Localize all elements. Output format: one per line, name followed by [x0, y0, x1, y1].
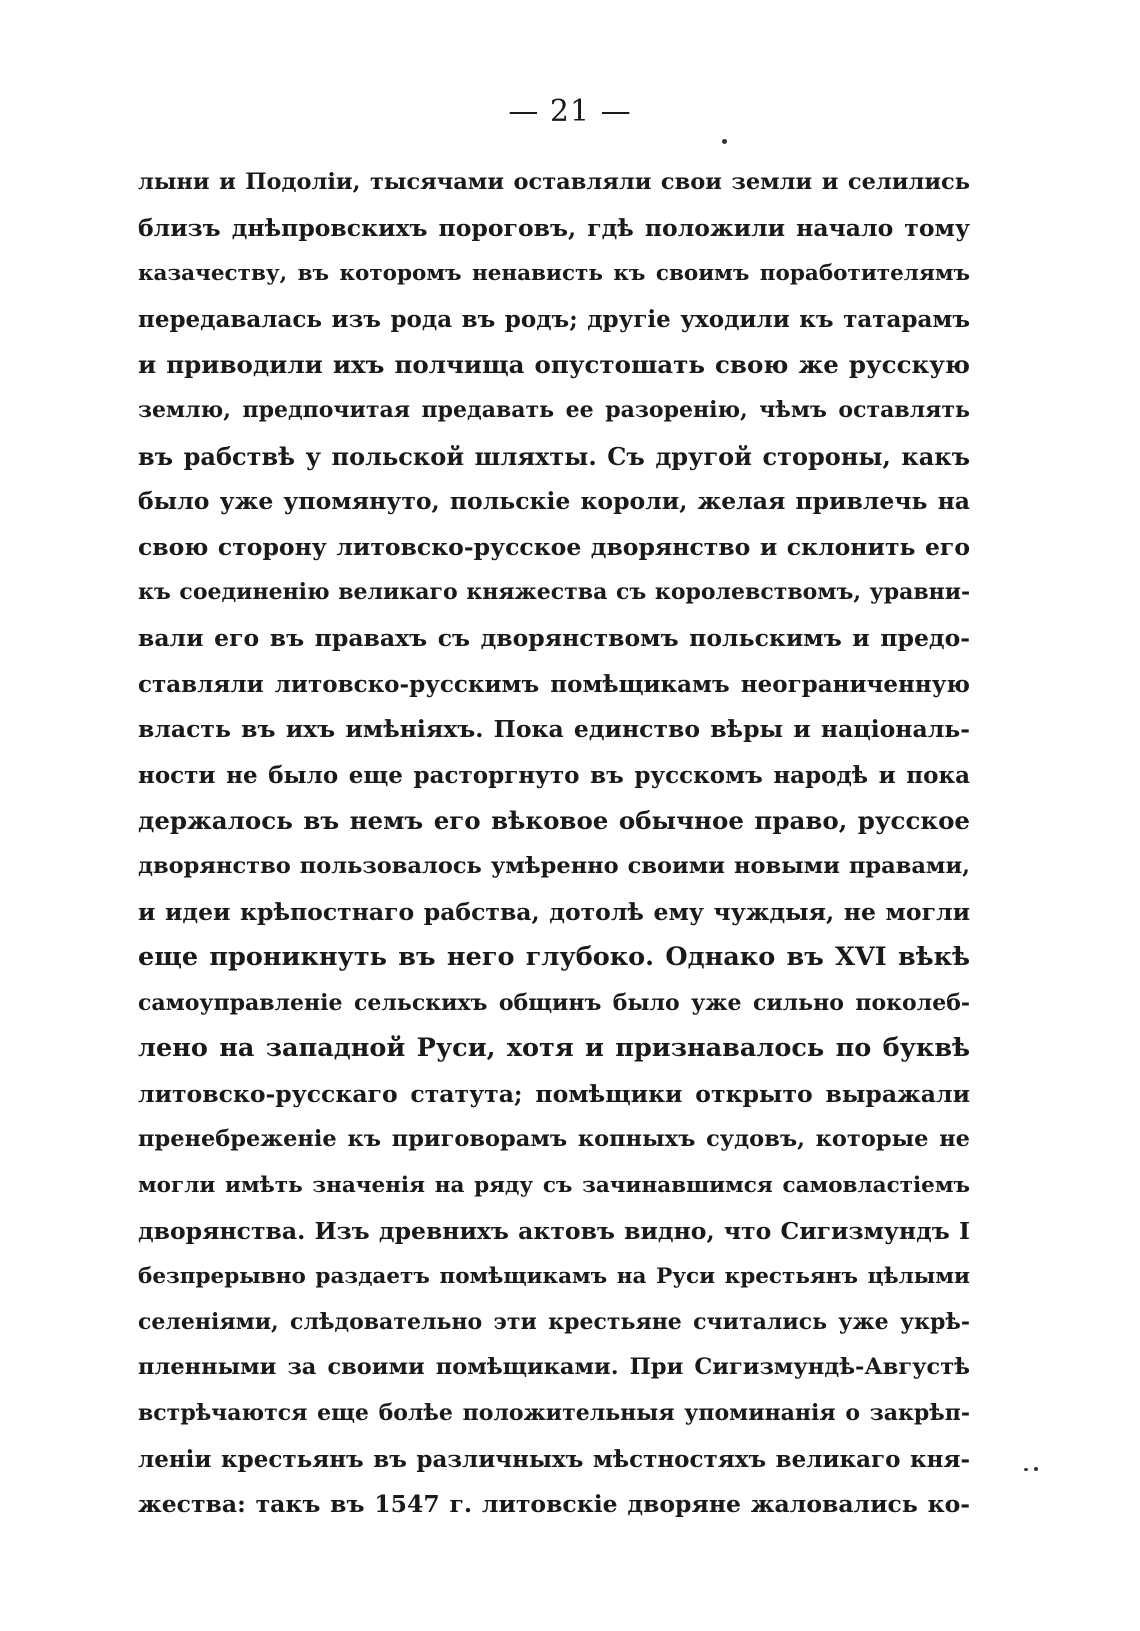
text-line: держалось въ немъ его вѣковое обычное право, русское: [138, 806, 970, 836]
text-line: селеніями, слѣдовательно эти крестьяне считались уже укрѣ-: [138, 1308, 970, 1335]
text-line: леніи крестьянъ въ различныхъ мѣстностяхъ великаго кня-: [138, 1445, 970, 1473]
text-line: передавалась изъ рода въ родъ; другіе уходили къ татарамъ: [138, 305, 970, 333]
text-line: лено на западной Руси, хотя и признавалось по буквѣ: [138, 1033, 970, 1064]
text-line: встрѣчаются еще болѣе положительныя упоминанія о закрѣп-: [138, 1400, 970, 1427]
page-number: — 21 —: [508, 94, 632, 129]
text-line: близъ днѣпровскихъ пороговъ, гдѣ положили начало тому: [138, 213, 970, 242]
text-line: и идеи крѣпостнаго рабства, дотолѣ ему чуждыя, не могли: [138, 897, 970, 926]
text-line: пренебреженіе къ приговорамъ копныхъ судовъ, которые не: [138, 1126, 970, 1153]
text-line: пленными за своими помѣщиками. При Сигизмундѣ-Августѣ: [138, 1354, 970, 1381]
text-line: свою сторону литовско-русское дворянство и склонить его: [138, 532, 970, 561]
text-line: власть въ ихъ имѣніяхъ. Пока единство вѣры и національ-: [138, 715, 970, 744]
ink-speck: [722, 139, 727, 144]
text-line: казачеству, въ которомъ ненависть къ своимъ поработителямъ: [138, 261, 970, 287]
text-line: жества: такъ въ 1547 г. литовскіе дворяне жаловались ко-: [138, 1490, 970, 1519]
text-line: лыни и Подоліи, тысячами оставляли свои земли и селились: [138, 169, 970, 195]
text-line: и приводили ихъ полчища опустошать свою же русскую: [138, 350, 970, 380]
text-line: безпрерывно раздаетъ помѣщикамъ на Руси крестьянъ цѣлыми: [138, 1264, 970, 1290]
ink-speck: [1024, 1468, 1028, 1471]
text-line: ставляли литовско-русскимъ помѣщикамъ неограниченную: [138, 670, 970, 698]
text-line: дворянства. Изъ древнихъ актовъ видно, что Сигизмундъ I: [138, 1216, 970, 1245]
text-line: дворянство пользовалось умѣренно своими новыми правами,: [138, 852, 970, 879]
text-line: литовско-русскаго статута; помѣщики открыто выражали: [138, 1079, 970, 1108]
text-line: могли имѣть значенія на ряду съ зачинавшимся самовластіемъ: [138, 1173, 970, 1199]
text-line: еще проникнуть въ него глубоко. Однако въ XVI вѣкѣ: [138, 942, 970, 973]
text-line: ности не было еще расторгнуто въ русскомъ народѣ и пока: [138, 761, 970, 789]
text-line: вали его въ правахъ съ дворянствомъ польскимъ и предо-: [138, 623, 970, 652]
text-line: въ рабствѣ у польской шляхты. Съ другой стороны, какъ: [138, 441, 970, 471]
text-line: было уже упомянуто, польскіе короли, желая привлечь на: [138, 487, 970, 516]
ink-speck: [1034, 1467, 1038, 1471]
text-line: къ соединенію великаго княжества съ королевствомъ, уравни-: [138, 579, 971, 606]
text-line: самоуправленіе сельскихъ общинъ было уже сильно поколеб-: [138, 989, 970, 1016]
body-text: [138, 160, 970, 1528]
text-line: землю, предпочитая предавать ее разоренію, чѣмъ оставлять: [138, 396, 970, 423]
